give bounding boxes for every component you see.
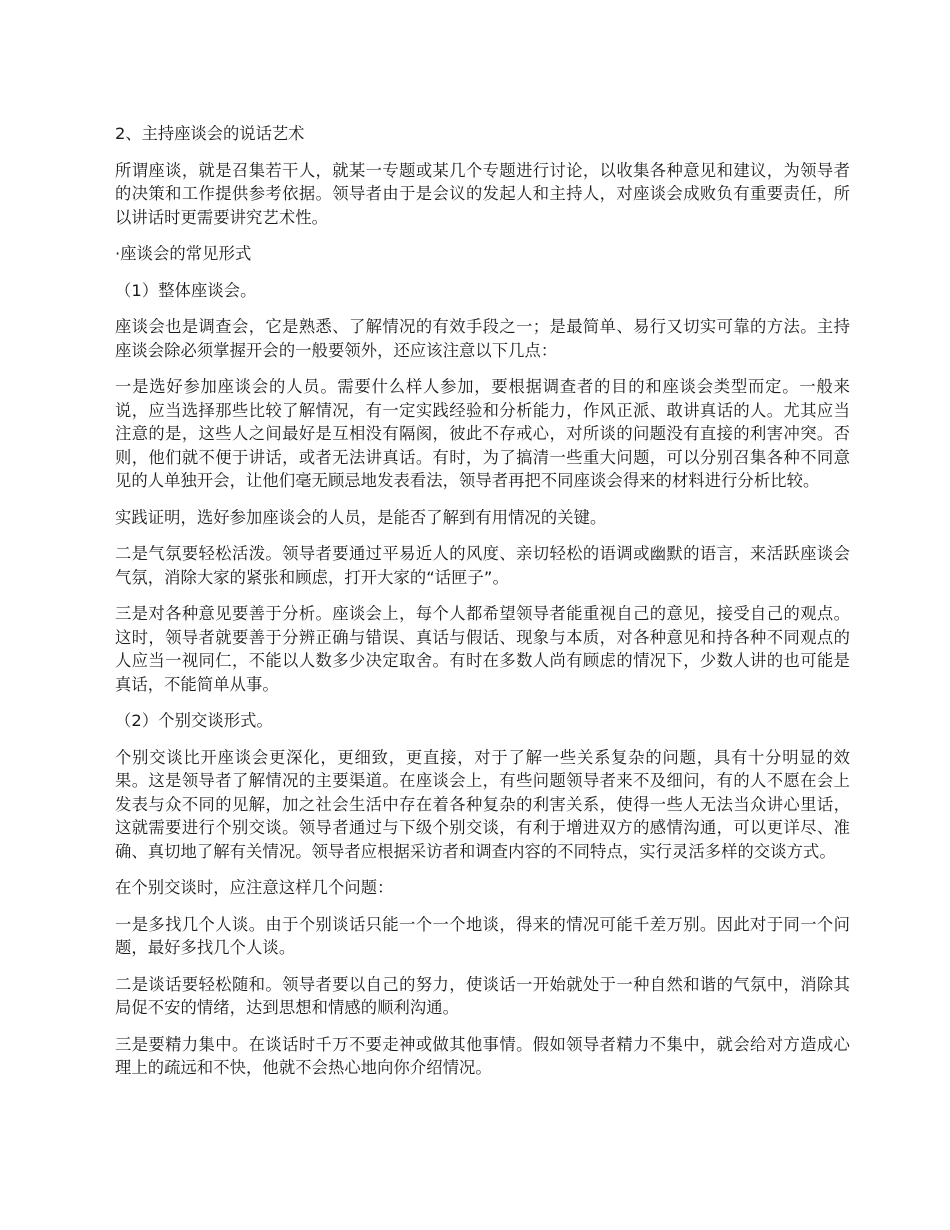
paragraph-talk-to-more-people: 一是多找几个人谈。由于个别谈话只能一个一个地谈，得来的情况可能千差万别。因此对于同一个问题，最好多找几个人谈。 [115, 914, 850, 957]
paragraph-select-participants: 一是选好参加座谈会的人员。需要什么样人参加，要根据调查者的目的和座谈会类型而定。一般来说，应当选择那些比较了解情况，有一定实践经验和分析能力，作风正派、敢讲真话的人。尤其应当注意的是，这些人之间最好是互相没有隔阂，彼此不存戒心，对所谈的问题没有直接的利害冲突。否则，他们就不便于讲话，或者无法讲真话。有时，为了搞清一些重大问题，可以分别召集各种不同意见的人单独开会，让他们毫无顾忌地发表看法，领导者再把不同座谈会得来的材料进行分析比较。 [115, 377, 850, 490]
paragraph-attention-points: 在个别交谈时，应注意这样几个问题： [115, 878, 394, 897]
paragraph-forum-overview: 座谈会也是调查会，它是熟悉、了解情况的有效手段之一；是最简单、易行又切实可靠的方法。主持座谈会除必须掌握开会的一般要领外，还应该注意以下几点： [115, 317, 850, 360]
subheading-group-forum: （1）整体座谈会。 [115, 280, 257, 300]
subheading-individual-talk: （2）个别交谈形式。 [115, 711, 273, 730]
section-title: 2、主持座谈会的说话艺术 [115, 124, 305, 143]
document-page [115, 122, 850, 1093]
paragraph-concentrate: 三是要精力集中。在谈话时千万不要走神或做其他事情。假如领导者精力不集中，就会给对方造成心理上的疏远和不快，他就不会热心地向你介绍情况。 [115, 1034, 850, 1077]
paragraph-intro: 所谓座谈，就是召集若干人，就某一专题或某几个专题进行讨论，以收集各种意见和建议，为领导者的决策和工作提供参考依据。领导者由于是会议的发起人和主持人，对座谈会成败负有重要责任，所以讲话时更需要讲究艺术性。 [115, 160, 850, 227]
paragraph-relaxed-atmosphere: 二是气氛要轻松活泼。领导者要通过平易近人的风度、亲切轻松的语调或幽默的语言，来活跃座谈会气氛，消除大家的紧张和顾虑，打开大家的“话匣子”。 [115, 544, 850, 587]
subheading-common-forms: ·座谈会的常见形式 [115, 244, 252, 263]
paragraph-practice-proves: 实践证明，选好参加座谈会的人员，是能否了解到有用情况的关键。 [115, 507, 607, 527]
paragraph-analyze-opinions: 三是对各种意见要善于分析。座谈会上，每个人都希望领导者能重视自己的意见，接受自己的观点。这时，领导者就要善于分辨正确与错误、真话与假话、现象与本质，对各种意见和持各种不同观点的人应当一视同仁，不能以人数多少决定取舍。有时在多数人尚有顾虑的情况下，少数人讲的也可能是真话，不能简单从事。 [115, 604, 850, 694]
paragraph-individual-talk: 个别交谈比开座谈会更深化，更细致，更直接，对于了解一些关系复杂的问题，具有十分明显的效果。这是领导者了解情况的主要渠道。在座谈会上，有些问题领导者来不及细问，有的人不愿在会上发表与众不同的见解，加之社会生活中存在着各种复杂的利害关系，使得一些人无法当众讲心里话，这就需要进行个别交谈。领导者通过与下级个别交谈，有利于增进双方的感情沟通，可以更详尽、准确、真切地了解有关情况。领导者应根据采访者和调查内容的不同特点，实行灵活多样的交谈方式。 [115, 747, 850, 861]
paragraph-relaxed-talk: 二是谈话要轻松随和。领导者要以自己的努力，使谈话一开始就处于一种自然和谐的气氛中，消除其局促不安的情绪，达到思想和情感的顺利沟通。 [115, 974, 850, 1017]
